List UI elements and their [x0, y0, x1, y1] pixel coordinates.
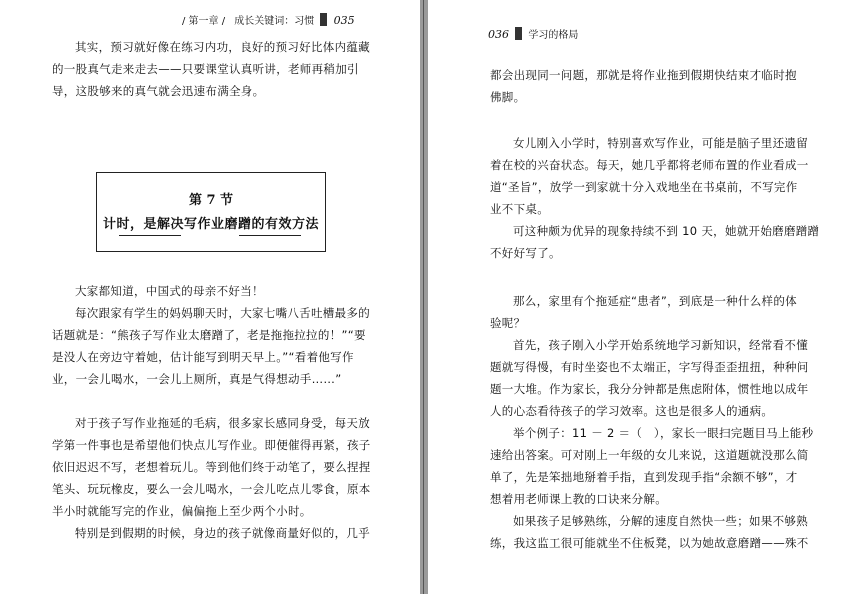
- right-page: [428, 0, 850, 594]
- text-line: 话题就是：“熊孩子写作业太磨蹭了，老是拖拖拉拉的！”“要: [52, 328, 366, 342]
- right-page-header: [488, 26, 578, 41]
- text-line: 举个例子：11 － 2 ＝（ ），家长一眼扫完题目马上能秒: [513, 426, 814, 440]
- text-line: 业，一会儿喝水，一会儿上厕所，真是气得想动手……”: [52, 372, 342, 386]
- text-line: 半小时就能写完的作业，偏偏拖上至少两个小时。: [52, 504, 312, 518]
- left-page: [0, 0, 420, 594]
- paragraph: [52, 36, 370, 102]
- text-line: 想着用老师课上教的口诀来分解。: [490, 492, 667, 506]
- text-line: 可这种颇为优异的现象持续不到 10 天，她就开始磨磨蹭蹭: [513, 224, 820, 238]
- text-line: 题一大堆。作为家长，我分分钟都是焦虑附体，惯性地以成年: [490, 382, 809, 396]
- text-line: 其实，预习就好像在练习内功，良好的预习好比体内蕴藏: [75, 40, 370, 54]
- header-ornament: [515, 27, 522, 40]
- text-line: 业不下桌。: [490, 202, 549, 216]
- paragraph: [490, 132, 819, 264]
- text-line: 不好好写了。: [490, 246, 561, 260]
- running-title: 学习的格局: [528, 30, 579, 41]
- text-line: 佛脚。: [490, 90, 526, 104]
- text-line: 笔头、玩玩橡皮，要么一会儿喝水，一会儿吃点儿零食，原本: [52, 482, 371, 496]
- heading-underline-right: [239, 235, 301, 236]
- heading-underline-left: [119, 235, 181, 236]
- section-number: 第 7 节: [188, 193, 234, 208]
- book-gutter: [420, 0, 428, 594]
- text-line: 练，我这监工很可能就坐不住板凳，以为她故意磨蹭——殊不: [490, 536, 809, 550]
- text-line: 学第一件事也是希望他们快点儿写作业。即便催得再紧，孩子: [52, 438, 371, 452]
- text-line: 速给出答案。可对刚上一年级的女儿来说，这道题就没那么简: [490, 448, 809, 462]
- page-number: 035: [333, 14, 355, 27]
- header-ornament: [320, 13, 327, 26]
- text-line: 每次跟家有学生的妈妈聊天时，大家七嘴八舌吐槽最多的: [75, 306, 370, 320]
- left-page-header: [182, 12, 355, 27]
- text-line: 单了，先是笨拙地掰着手指，直到发现手指“余额不够”，才: [490, 470, 798, 484]
- text-line: 那么，家里有个拖延症“患者”，到底是一种什么样的体: [513, 294, 797, 308]
- text-line: 是没人在旁边守着她，估计能写到明天早上。”“看着他写作: [52, 350, 354, 364]
- gutter-divider: [423, 0, 424, 594]
- paragraph: [52, 280, 370, 390]
- text-line: 都会出现同一问题，那就是将作业拖到假期快结束才临时抱: [490, 68, 797, 82]
- paragraph: [490, 290, 813, 554]
- paragraph: [52, 412, 371, 544]
- text-line: 验呢？: [490, 316, 526, 330]
- text-line: 依旧迟迟不写，老想着玩儿。等到他们终于动笔了，要么捏捏: [52, 460, 371, 474]
- running-title: 成长关键词：习惯: [234, 16, 315, 27]
- text-line: 的一股真气走来走去——只要课堂认真听讲，老师再稍加引: [52, 62, 359, 76]
- section-title: 计时，是解决写作业磨蹭的有效方法: [102, 217, 319, 232]
- chapter-label: / 第一章 /: [182, 16, 226, 27]
- text-line: 人的心态看待孩子的学习效率。这也是很多人的通病。: [490, 404, 774, 418]
- text-line: 如果孩子足够熟练，分解的速度自然快一些；如果不够熟: [513, 514, 808, 528]
- text-line: 着在校的兴奋状态。每天，她几乎都将老师布置的作业看成一: [490, 158, 809, 172]
- text-line: 题就写得慢，有时坐姿也不太端正，字写得歪歪扭扭，种种问: [490, 360, 809, 374]
- text-line: 大家都知道，中国式的母亲不好当！: [75, 284, 264, 298]
- text-line: 道“圣旨”，放学一到家就十分入戏地坐在书桌前，不写完作: [490, 180, 798, 194]
- text-line: 特别是到假期的时候，身边的孩子就像商量好似的，几乎: [75, 526, 370, 540]
- section-heading-box: [96, 172, 326, 252]
- text-line: 首先，孩子刚入小学开始系统地学习新知识，经常看不懂: [513, 338, 808, 352]
- text-line: 对于孩子写作业拖延的毛病，很多家长感同身受，每天放: [75, 416, 370, 430]
- text-line: 导，这股够来的真气就会迅速布满全身。: [52, 84, 265, 98]
- page-number: 036: [488, 28, 509, 41]
- text-line: 女儿刚入小学时，特别喜欢写作业，可能是脑子里还遗留: [513, 136, 808, 150]
- paragraph: [490, 64, 797, 108]
